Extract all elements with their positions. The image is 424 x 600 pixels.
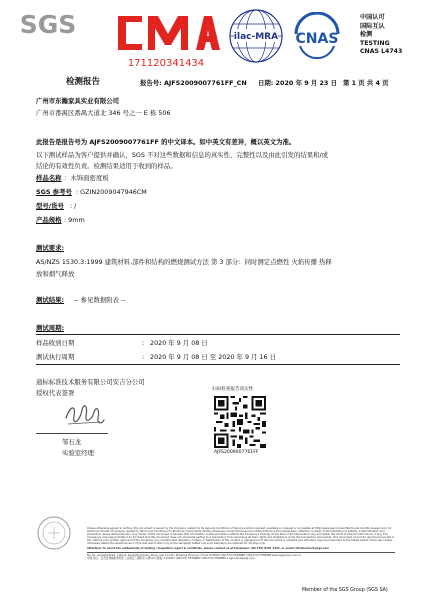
sgs-ref-value: : GZIN2009047946CM bbox=[76, 188, 147, 196]
client-address: 广州市番禺区番禺大道北 346 号之一 E 栋 506 bbox=[36, 109, 171, 117]
disclaimer-line: 以下测试样品为客户提供并确认，SGS 不对这些数据和信息的真实性、完整性以及由此引发的结果和/或 bbox=[36, 151, 329, 159]
test-result-label: 测试结果: bbox=[36, 296, 65, 304]
footer-member: Member of the SGS Group (SGS SA) bbox=[302, 588, 388, 593]
received-label: 样品收到日期 bbox=[36, 339, 75, 347]
cert-line: TESTING bbox=[360, 39, 390, 47]
qr-code-text: AJFS2009007761FF bbox=[214, 450, 259, 455]
received-value: 2020 年 9 月 08 日 bbox=[150, 339, 208, 347]
svg-text:171120341434: 171120341434 bbox=[127, 58, 205, 69]
colon: : bbox=[142, 339, 145, 347]
signatory-title: 实验室经理 bbox=[62, 449, 94, 457]
svg-text:ilac-MRA: ilac-MRA bbox=[233, 32, 279, 42]
colon: : bbox=[142, 353, 145, 361]
report-title: 检测报告 bbox=[66, 77, 101, 87]
footer bbox=[87, 527, 395, 593]
cert-line: 中国认可 bbox=[360, 14, 385, 21]
svg-text:SGS: SGS bbox=[19, 10, 77, 38]
certification-block bbox=[360, 14, 402, 57]
sgs-logo bbox=[15, 10, 81, 38]
cert-line: CNAS L4743 bbox=[360, 48, 403, 55]
footer-address-cn: 中国·浙江 · 安吉县递铺街道阳光工业园区二期阳光大道51号 邮编: 313300 t (86-572) 5558888 f (86-572) 5558888 e sgs.china@sgs.com bbox=[87, 556, 255, 560]
cnas-logo bbox=[288, 12, 346, 62]
footer-attention: Attention: To check the authenticity of testing / inspection report & certificate, please contact us at telephone: (86-755) 8307 1443, or email: CN.Doccheck@sgs.com bbox=[87, 546, 329, 550]
divider bbox=[36, 334, 400, 335]
test-request-label: 测试要求: bbox=[36, 244, 65, 252]
execution-value: 2020 年 9 月 08 日 至 2020 年 9 月 16 日 bbox=[150, 353, 277, 361]
report-number: 报告号: AJFS2009007761FF_CN bbox=[140, 79, 247, 87]
spec-label: 产品规格 bbox=[36, 216, 62, 224]
authorized-signature-label: 授权代表签署 bbox=[36, 389, 75, 397]
test-request-line: AS/NZS 1530.3:1999 建筑材料,部件和结构的燃烧测试方法 第 3 部分：同时测定点燃性 火焰传播 热释 bbox=[36, 258, 332, 266]
lab-name: 通标标准技术服务有限公司安吉分公司 bbox=[36, 378, 145, 386]
model-value: : / bbox=[70, 202, 77, 210]
disclaimer-line: 结论的有效性负责。检测结果适用于收到的样品。 bbox=[36, 162, 177, 170]
client-name: 广州市东瀚家具实业有限公司 bbox=[36, 97, 120, 105]
test-period-label: 测试周期: bbox=[36, 324, 65, 332]
footer-divider bbox=[87, 552, 395, 553]
page-indicator: 第 1 页 共 4 页 bbox=[343, 79, 389, 87]
cma-logo bbox=[108, 8, 220, 70]
footer-legal-text: Unless otherwise agreed in writing, this document is issued by the Company subject to its General Conditions of Service printed overleaf, available on request or accessible at http://www.sgs.com/en/Terms-and-Conditions.aspx and, for electronic format documents, subject to Terms and Conditions for Electronic Documents at http://www.sgs.com/en/Terms-and-Conditions/Terms-e-Document.aspx. Attention is drawn to the limitation of liability, indemnification and jurisdiction issues defined therein. Any holder of this document is advised that information contained hereon reflects the Company's findings at the time of its intervention only and within the limits of Client's instructions, if any. The Company's sole responsibility is to its Client and this document does not exonerate parties to a transaction from exercising all their rights and obligations under the transaction documents. This document cannot be reproduced except in full, without prior written approval of the Company. Any unauthorized alteration, forgery or falsification of the content or appearance of this document is unlawful and offenders may be prosecuted to the fullest extent of the law. Unless otherwise stated the results shown in this test report refer only to the sample(s) tested and such sample(s) are retained for 30 days only. bbox=[87, 527, 395, 546]
signature-line bbox=[36, 433, 108, 434]
signatory-name: 邹石龙 bbox=[62, 438, 82, 446]
model-label: 型号/货号 bbox=[36, 202, 64, 210]
spec-value: : 9mm bbox=[64, 216, 85, 224]
execution-label: 测试执行周期 bbox=[36, 353, 75, 361]
translation-notice: 此报告是报告号为 AJFS2009007761FF 的中文译本。如中英文有差异，概以英文为准。 bbox=[36, 138, 296, 146]
report-date: 日期: 2020 年 9 月 23 日 bbox=[258, 79, 337, 87]
svg-text:CNAS: CNAS bbox=[295, 31, 339, 47]
test-result-value: -- 参见数据附表 -- bbox=[74, 296, 126, 304]
divider bbox=[36, 364, 400, 365]
ilac-mra-logo bbox=[228, 8, 284, 64]
handwritten-signature bbox=[62, 398, 106, 432]
sample-name-label: 样品名称 bbox=[36, 174, 62, 182]
cert-line: 检测 bbox=[360, 31, 373, 38]
sgs-seal-icon bbox=[36, 515, 72, 551]
cert-line: 国际互认 bbox=[360, 22, 385, 30]
test-request-line: 放和烟气释放 bbox=[36, 270, 75, 278]
footer-address-en: No. 51, Sunlight Road, 1 Block, Sunlight Industry Zone, Anji County, Zhejiang Province, China 313300 t (86-572) 5558888 f (86-572) 5558888 www.sgsgroup.com.cn bbox=[87, 553, 302, 557]
sgs-ref-label: SGS 参考号 bbox=[36, 188, 72, 196]
qr-caption: 扫码检查报告真实性 bbox=[212, 387, 254, 392]
sample-name-value: ：木饰面密度板 bbox=[64, 174, 109, 182]
qr-code[interactable] bbox=[214, 396, 266, 448]
